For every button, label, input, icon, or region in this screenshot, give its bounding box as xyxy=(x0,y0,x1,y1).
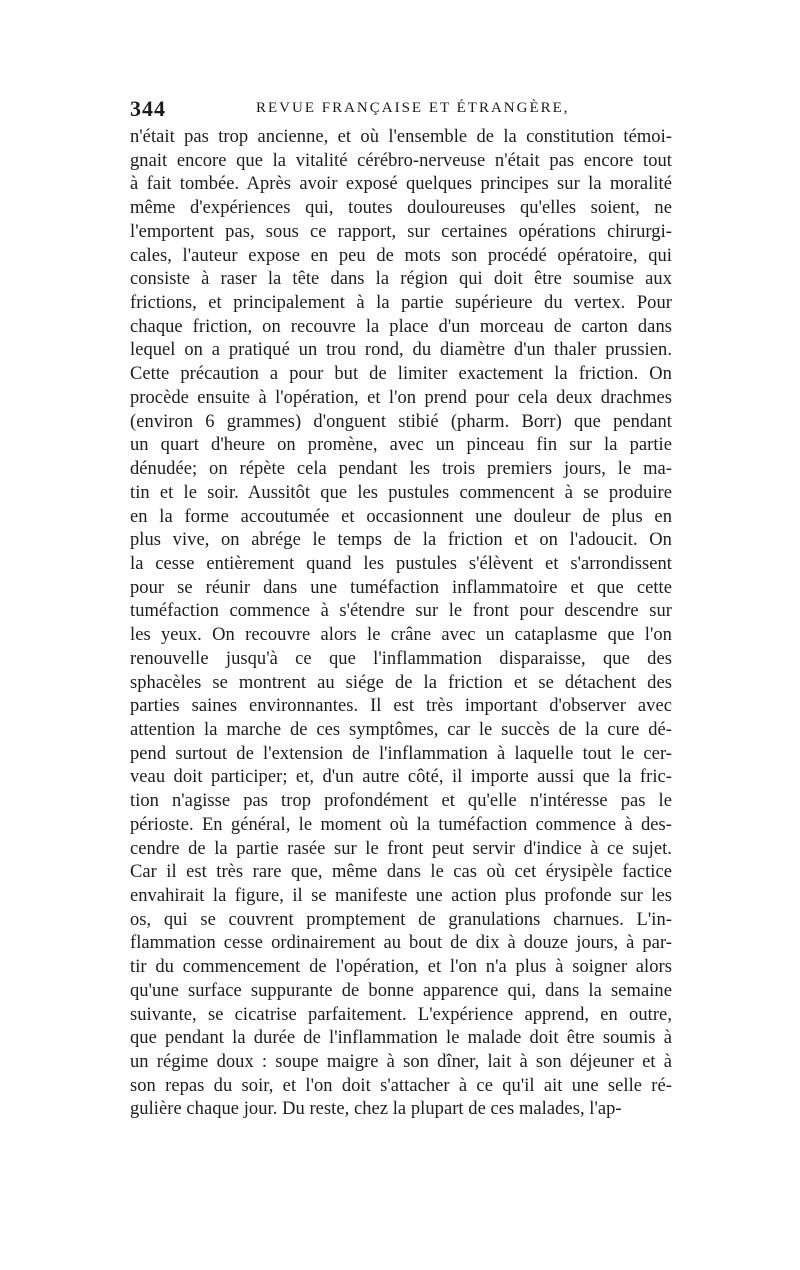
page-number: 344 xyxy=(130,96,166,121)
text-line: (environ 6 grammes) d'onguent stibié (pharm. Borr) que pendant xyxy=(130,411,672,432)
text-line: cendre de la partie rasée sur le front peut servir d'indice à ce sujet. xyxy=(130,838,672,859)
text-line: plus vive, on abrége le temps de la friction et on l'adoucit. On xyxy=(130,530,672,551)
text-line: gnait encore que la vitalité cérébro-nerveuse n'était pas encore tout xyxy=(130,150,672,171)
text-line: suivante, se cicatrise parfaitement. L'expérience apprend, en outre, xyxy=(130,1004,672,1025)
text-line: son repas du soir, et l'on doit s'attacher à ce qu'il ait une selle ré- xyxy=(130,1075,672,1096)
text-line: sphacèles se montrent au siége de la friction et se détachent des xyxy=(130,672,672,693)
text-line: procède ensuite à l'opération, et l'on prend pour cela deux drachmes xyxy=(130,387,672,408)
text-line: renouvelle jusqu'à ce que l'inflammation disparaisse, que des xyxy=(130,648,672,669)
text-line: n'était pas trop ancienne, et où l'ensemble de la constitution témoi- xyxy=(130,127,672,147)
text-line: chaque friction, on recouvre la place d'un morceau de carton dans xyxy=(130,316,672,337)
text-line: attention la marche de ces symptômes, car le succès de la cure dé- xyxy=(130,719,672,740)
text-line: pend surtout de l'extension de l'inflammation à laquelle tout le cer- xyxy=(130,743,672,764)
text-line: qu'une surface suppurante de bonne apparence qui, dans la semaine xyxy=(130,980,672,1001)
text-line: un quart d'heure on promène, avec un pinceau fin sur la partie xyxy=(130,435,672,456)
text-line: dénudée; on répète cela pendant les trois premiers jours, le ma- xyxy=(130,459,672,480)
text-line: Car il est très rare que, même dans le cas où cet érysipèle factice xyxy=(130,862,672,883)
text-line: même d'expériences qui, toutes douloureuses qu'elles soient, ne xyxy=(130,198,672,219)
text-line: frictions, et principalement à la partie supérieure du vertex. Pour xyxy=(130,293,672,314)
body-text xyxy=(130,126,672,1122)
text-line: la cesse entièrement quand les pustules s'élèvent et s'arrondissent xyxy=(130,553,672,574)
text-line: périoste. En général, le moment où la tuméfaction commence à des- xyxy=(130,814,672,835)
text-line: flammation cesse ordinairement au bout de dix à douze jours, à par- xyxy=(130,933,672,954)
text-line: Cette précaution a pour but de limiter exactement la friction. On xyxy=(130,364,672,385)
text-line: cales, l'auteur expose en peu de mots son procédé opératoire, qui xyxy=(130,245,672,266)
text-line: gulière chaque jour. Du reste, chez la plupart de ces malades, l'ap- xyxy=(130,1099,622,1120)
text-line: parties saines environnantes. Il est très important d'observer avec xyxy=(130,696,672,717)
text-line: les yeux. On recouvre alors le crâne avec un cataplasme que l'on xyxy=(130,625,672,646)
text-line: consiste à raser la tête dans la région qui doit être soumise aux xyxy=(130,269,672,290)
text-line: en la forme accoutumée et occasionnent une douleur de plus en xyxy=(130,506,672,527)
text-line: pour se réunir dans une tuméfaction inflammatoire et que cette xyxy=(130,577,672,598)
text-line: tin et le soir. Aussitôt que les pustules commencent à se produire xyxy=(130,482,672,503)
text-line: lequel on a pratiqué un trou rond, du diamètre d'un thaler prussien. xyxy=(130,340,672,361)
text-line: tir du commencement de l'opération, et l'on n'a plus à soigner alors xyxy=(130,957,672,978)
text-line: os, qui se couvrent promptement de granulations charnues. L'in- xyxy=(130,909,672,930)
text-line: l'emportent pas, sous ce rapport, sur certaines opérations chirurgi- xyxy=(130,221,672,242)
text-line: à fait tombée. Après avoir exposé quelques principes sur la moralité xyxy=(130,174,672,195)
page-header xyxy=(130,96,672,126)
text-line: veau doit participer; et, d'un autre côté, il importe aussi que la fric- xyxy=(130,767,672,788)
text-line: un régime doux : soupe maigre à son dîner, lait à son déjeuner et à xyxy=(130,1052,672,1073)
text-line: envahirait la figure, il se manifeste une action plus profonde sur les xyxy=(130,886,672,906)
text-line: tuméfaction commence à s'étendre sur le front pour descendre sur xyxy=(130,601,672,622)
running-title: REVUE FRANÇAISE ET ÉTRANGÈRE, xyxy=(256,100,570,116)
text-line: tion n'agisse pas trop profondément et qu'elle n'intéresse pas le xyxy=(130,791,672,812)
text-line: que pendant la durée de l'inflammation le malade doit être soumis à xyxy=(130,1028,672,1049)
